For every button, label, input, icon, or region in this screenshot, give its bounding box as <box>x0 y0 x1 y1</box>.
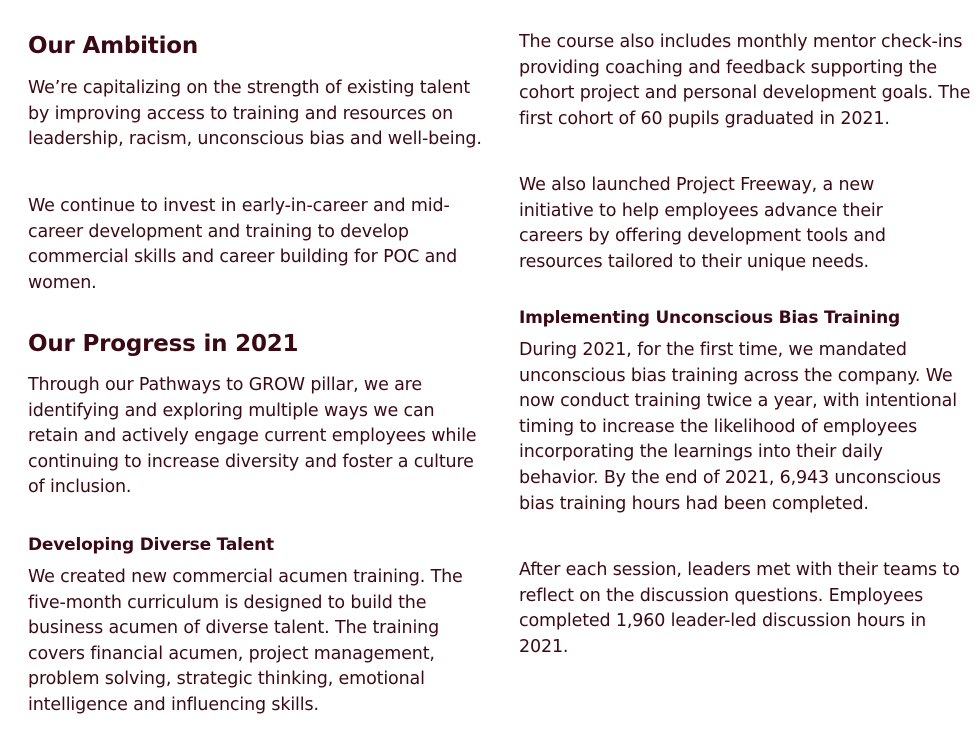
ambition-paragraph-2: We continue to invest in early-in-career and mid-career development and training to develop commercial skills and career building for POC and women. <box>28 196 458 293</box>
course-paragraph-1: The course also includes monthly mentor check-ins providing coaching and feedback supporting the cohort project and personal development goals. The first cohort of 60 pupils graduated in 2021. <box>519 32 971 129</box>
course-paragraph-2: We also launched Project Freeway, a new initiative to help employees advance their careers by offering development tools and resources tailored to their unique needs. <box>519 175 886 272</box>
diverse-talent-paragraph: We created new commercial acumen training. The five-month curriculum is designed to build the business acumen of diverse talent. The training covers financial acumen, project management, problem solving, strategic thinking, emotional intelligence and influencing skills. <box>28 567 463 715</box>
diverse-talent-heading: Developing Diverse Talent <box>28 535 274 555</box>
bias-training-paragraph-1: During 2021, for the first time, we mandated unconscious bias training across the company. We now conduct training twice a year, with intentional timing to increase the likelihood of employees incorporating the learnings into their daily behavior. By the end of 2021, 6,943 unconscious bias training hours had been completed. <box>519 340 957 514</box>
bias-training-paragraph-2: After each session, leaders met with their teams to reflect on the discussion questions. Employees completed 1,960 leader-led discussion hours in 2021. <box>519 560 960 657</box>
progress-paragraph: Through our Pathways to GROW pillar, we are identifying and exploring multiple ways we can retain and actively engage current employees while continuing to increase diversity and foster a culture of inclusion. <box>28 375 477 498</box>
progress-heading: Our Progress in 2021 <box>28 331 299 357</box>
bias-training-heading: Implementing Unconscious Bias Training <box>519 308 900 328</box>
ambition-heading: Our Ambition <box>28 33 199 59</box>
ambition-paragraph-1: We’re capitalizing on the strength of existing talent by improving access to training and resources on leadership, racism, unconscious bias and well-being. <box>28 78 482 150</box>
